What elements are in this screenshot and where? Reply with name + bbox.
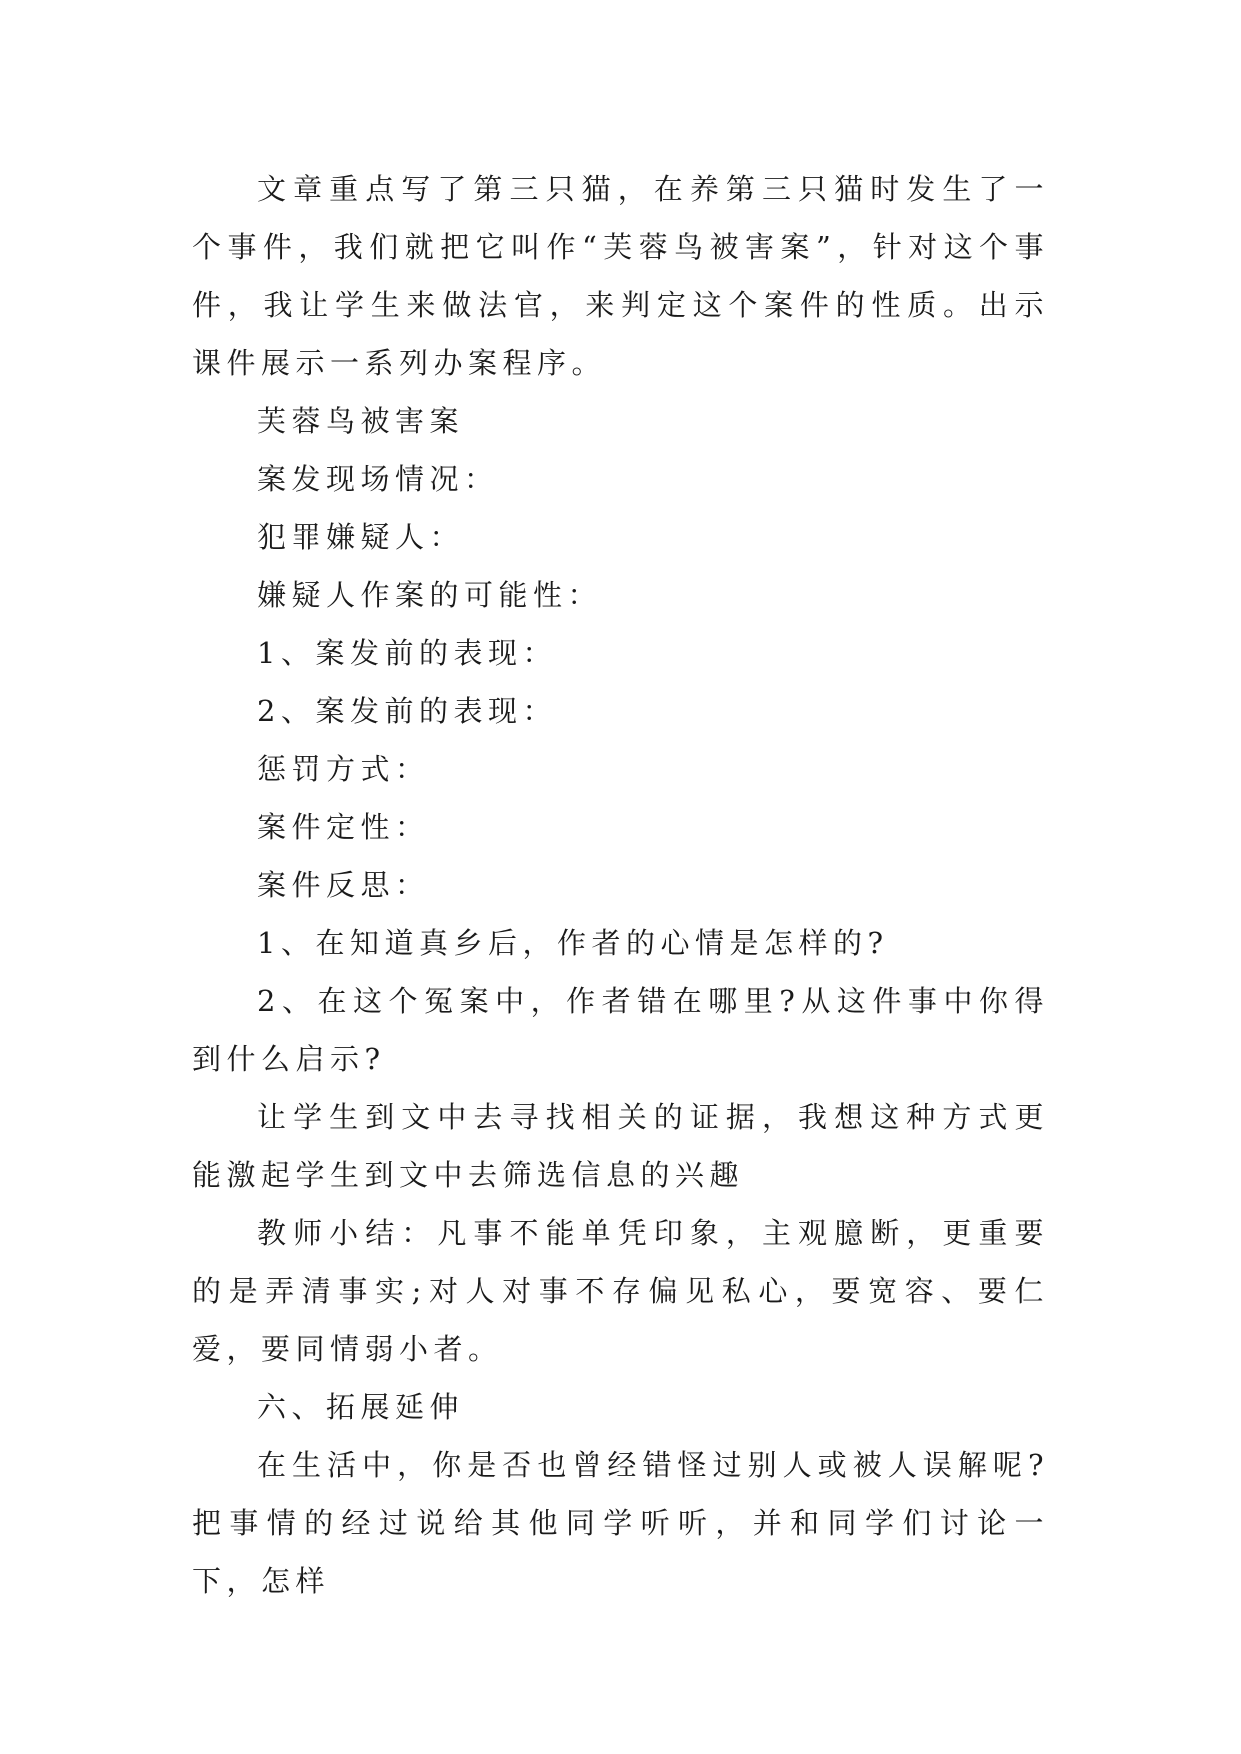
paragraph-question-2: 2、在这个冤案中，作者错在哪里?从这件事中你得到什么启示? bbox=[192, 984, 1049, 1076]
paragraph-behavior-2: 2、案发前的表现： bbox=[257, 694, 557, 728]
paragraph-reflection: 案件反思： bbox=[257, 868, 430, 902]
paragraph-crime-scene: 案发现场情况： bbox=[257, 462, 499, 496]
paragraph-suspect: 犯罪嫌疑人： bbox=[257, 520, 465, 554]
paragraph-extension: 在生活中，你是否也曾经错怪过别人或被人误解呢?把事情的经过说给其他同学听听，并和同学们讨论一下，怎样 bbox=[192, 1448, 1049, 1598]
paragraph-case-nature: 案件定性： bbox=[257, 810, 430, 844]
paragraph-possibility: 嫌疑人作案的可能性： bbox=[257, 578, 603, 612]
paragraph-punishment: 惩罚方式： bbox=[257, 752, 430, 786]
paragraph-teacher-summary: 教师小结：凡事不能单凭印象，主观臆断，更重要的是弄清事实;对人对事不存偏见私心，要宽容、要仁爱，要同情弱小者。 bbox=[192, 1216, 1049, 1366]
paragraph-case-title: 芙蓉鸟被害案 bbox=[257, 404, 465, 438]
paragraph-evidence: 让学生到文中去寻找相关的证据，我想这种方式更能激起学生到文中去筛选信息的兴趣 bbox=[192, 1100, 1049, 1192]
paragraph-section-heading: 六、拓展延伸 bbox=[257, 1390, 465, 1424]
document-body bbox=[192, 160, 1049, 1610]
paragraph-question-1: 1、在知道真乡后，作者的心情是怎样的? bbox=[257, 926, 889, 960]
paragraph-intro: 文章重点写了第三只猫，在养第三只猫时发生了一个事件，我们就把它叫作“芙蓉鸟被害案”，针对这个事件，我让学生来做法官，来判定这个案件的性质。出示课件展示一系列办案程序。 bbox=[192, 172, 1049, 380]
paragraph-behavior-1: 1、案发前的表现： bbox=[257, 636, 557, 670]
